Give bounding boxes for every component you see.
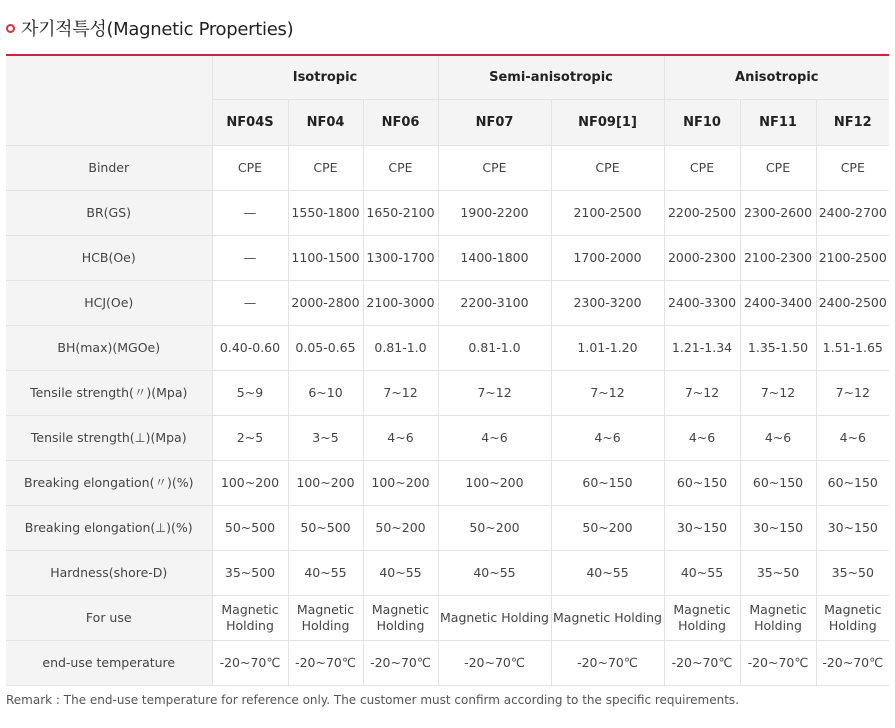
table-cell: CPE (551, 145, 664, 190)
table-cell: 35~50 (816, 550, 889, 595)
column-header: NF12 (816, 99, 889, 145)
table-cell: CPE (816, 145, 889, 190)
group-header-anisotropic: Anisotropic (664, 55, 889, 99)
table-cell: 2100-2300 (740, 235, 816, 280)
table-cell: -20~70℃ (551, 640, 664, 685)
table-row (6, 415, 889, 460)
table-cell: -20~70℃ (288, 640, 363, 685)
remark-text: Remark : The end-use temperature for reference only. The customer must confirm according to the specific requirements. (6, 693, 739, 707)
table-cell: 40~55 (363, 550, 438, 595)
table-row (6, 280, 889, 325)
section-header (6, 14, 293, 42)
table-cell: Magnetic Holding (288, 595, 363, 640)
table-cell: 40~55 (288, 550, 363, 595)
row-label: Breaking elongation(〃)(%) (6, 460, 212, 505)
table-cell: CPE (664, 145, 740, 190)
table-cell: 5~9 (212, 370, 288, 415)
column-header: NF09[1] (551, 99, 664, 145)
table-cell: 7~12 (551, 370, 664, 415)
table-cell: 40~55 (664, 550, 740, 595)
table-cell: 1700-2000 (551, 235, 664, 280)
table-cell: 2100-2500 (816, 235, 889, 280)
table-cell: -20~70℃ (664, 640, 740, 685)
table-cell: 1650-2100 (363, 190, 438, 235)
table-cell: — (212, 190, 288, 235)
table-cell: -20~70℃ (363, 640, 438, 685)
table-cell: 4~6 (438, 415, 551, 460)
table-cell: Magnetic Holding (551, 595, 664, 640)
table-cell: Magnetic Holding (438, 595, 551, 640)
table-row (6, 505, 889, 550)
column-header: NF06 (363, 99, 438, 145)
table-row (6, 145, 889, 190)
table-cell: 2400-3400 (740, 280, 816, 325)
table-cell: 50~500 (212, 505, 288, 550)
table-cell: 60~150 (816, 460, 889, 505)
row-label: Hardness(shore-D) (6, 550, 212, 595)
corner-header-cell (6, 55, 212, 145)
table-cell: -20~70℃ (438, 640, 551, 685)
row-label: Breaking elongation(⊥)(%) (6, 505, 212, 550)
table-cell: 40~55 (438, 550, 551, 595)
table-cell: — (212, 235, 288, 280)
table-cell: 3~5 (288, 415, 363, 460)
column-header: NF11 (740, 99, 816, 145)
table-cell: 7~12 (664, 370, 740, 415)
table-cell: -20~70℃ (816, 640, 889, 685)
row-label: BR(GS) (6, 190, 212, 235)
table-cell: 0.40-0.60 (212, 325, 288, 370)
row-label: Tensile strength(⊥)(Mpa) (6, 415, 212, 460)
table-cell: 50~200 (363, 505, 438, 550)
table-cell: 2000-2800 (288, 280, 363, 325)
table-cell: 0.81-1.0 (438, 325, 551, 370)
table-cell: Magnetic Holding (816, 595, 889, 640)
table-cell: 30~150 (816, 505, 889, 550)
table-cell: 50~200 (438, 505, 551, 550)
row-label: Binder (6, 145, 212, 190)
table-cell: 30~150 (740, 505, 816, 550)
table-row (6, 550, 889, 595)
table-cell: 2200-2500 (664, 190, 740, 235)
table-cell: 7~12 (816, 370, 889, 415)
row-label: BH(max)(MGOe) (6, 325, 212, 370)
table-cell: 1.35-1.50 (740, 325, 816, 370)
table-cell: 100~200 (438, 460, 551, 505)
table-cell: 7~12 (438, 370, 551, 415)
table-cell: Magnetic Holding (664, 595, 740, 640)
table-cell: — (212, 280, 288, 325)
table-cell: 2300-2600 (740, 190, 816, 235)
row-label: HCB(Oe) (6, 235, 212, 280)
table-cell: 6~10 (288, 370, 363, 415)
table-row (6, 235, 889, 280)
table-cell: 2400-2500 (816, 280, 889, 325)
column-header: NF10 (664, 99, 740, 145)
table-row (6, 325, 889, 370)
row-label: HCJ(Oe) (6, 280, 212, 325)
table-cell: 30~150 (664, 505, 740, 550)
table-cell: 1.51-1.65 (816, 325, 889, 370)
row-label: For use (6, 595, 212, 640)
table-cell: 40~55 (551, 550, 664, 595)
row-label: Tensile strength(〃)(Mpa) (6, 370, 212, 415)
table-cell: Magnetic Holding (740, 595, 816, 640)
table-cell: 4~6 (664, 415, 740, 460)
page-title: 자기적특성(Magnetic Properties) (21, 19, 294, 40)
table-cell: 2300-3200 (551, 280, 664, 325)
table-cell: CPE (740, 145, 816, 190)
table-row (6, 640, 889, 685)
table-cell: CPE (363, 145, 438, 190)
table-cell: 0.05-0.65 (288, 325, 363, 370)
table-cell: 60~150 (664, 460, 740, 505)
table-cell: 1100-1500 (288, 235, 363, 280)
table-cell: CPE (438, 145, 551, 190)
table-cell: 0.81-1.0 (363, 325, 438, 370)
table-cell: 4~6 (740, 415, 816, 460)
table-cell: 7~12 (740, 370, 816, 415)
table-row (6, 460, 889, 505)
table-cell: 50~200 (551, 505, 664, 550)
table-cell: 1.01-1.20 (551, 325, 664, 370)
table-cell: 1550-1800 (288, 190, 363, 235)
table-cell: 35~500 (212, 550, 288, 595)
bullet-circle-icon (6, 24, 15, 33)
table-cell: 1400-1800 (438, 235, 551, 280)
group-header-isotropic: Isotropic (212, 55, 438, 99)
table-cell: 100~200 (212, 460, 288, 505)
table-cell: CPE (288, 145, 363, 190)
table-cell: 2000-2300 (664, 235, 740, 280)
table-cell: 2200-3100 (438, 280, 551, 325)
table-cell: CPE (212, 145, 288, 190)
table-cell: 1300-1700 (363, 235, 438, 280)
table-cell: 60~150 (551, 460, 664, 505)
row-label: end-use temperature (6, 640, 212, 685)
table-cell: 2100-3000 (363, 280, 438, 325)
properties-table-container (6, 54, 889, 686)
table-cell: 7~12 (363, 370, 438, 415)
table-row (6, 370, 889, 415)
table-cell: -20~70℃ (740, 640, 816, 685)
table-cell: Magnetic Holding (363, 595, 438, 640)
column-header: NF04 (288, 99, 363, 145)
table-cell: 35~50 (740, 550, 816, 595)
table-cell: 2100-2500 (551, 190, 664, 235)
table-cell: 4~6 (551, 415, 664, 460)
table-cell: 1.21-1.34 (664, 325, 740, 370)
group-header-semi-anisotropic: Semi-anisotropic (438, 55, 664, 99)
table-cell: 100~200 (288, 460, 363, 505)
table-cell: 100~200 (363, 460, 438, 505)
table-cell: -20~70℃ (212, 640, 288, 685)
table-cell: Magnetic Holding (212, 595, 288, 640)
column-header: NF04S (212, 99, 288, 145)
table-cell: 2~5 (212, 415, 288, 460)
table-cell: 2400-2700 (816, 190, 889, 235)
table-cell: 1900-2200 (438, 190, 551, 235)
column-header: NF07 (438, 99, 551, 145)
table-row (6, 595, 889, 640)
table-cell: 60~150 (740, 460, 816, 505)
table-cell: 4~6 (816, 415, 889, 460)
magnetic-properties-table (6, 54, 889, 686)
table-cell: 2400-3300 (664, 280, 740, 325)
table-row (6, 190, 889, 235)
table-cell: 50~500 (288, 505, 363, 550)
table-cell: 4~6 (363, 415, 438, 460)
